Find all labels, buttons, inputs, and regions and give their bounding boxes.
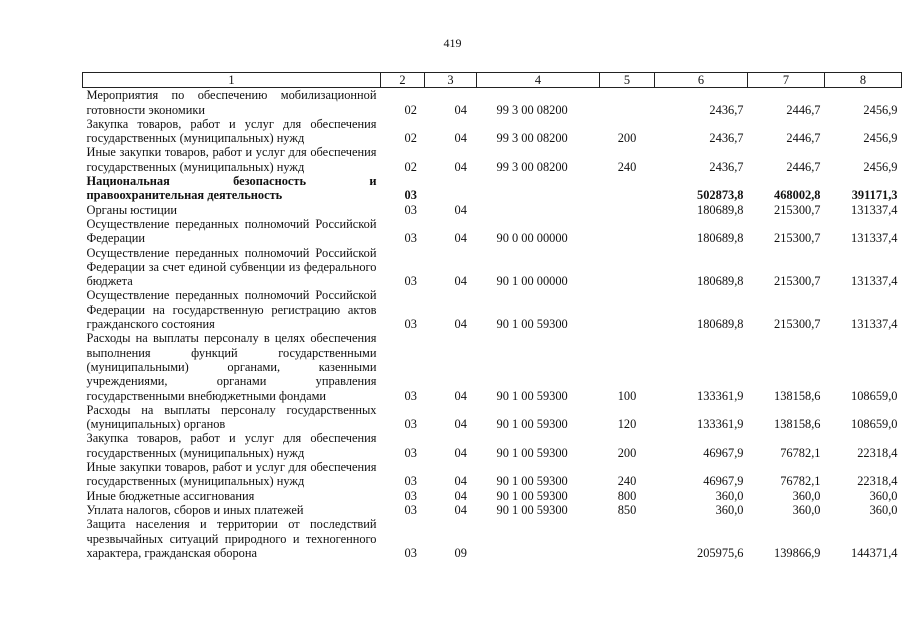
table-row [83,174,902,203]
row-subsection-cell: 04 [454,417,467,432]
row-target-cell: 90 1 00 59300 [496,317,568,332]
row-value-1-cell: 205975,6 [697,545,744,560]
row-target-cell [477,203,600,217]
row-type-cell [600,88,655,117]
row-value-1-cell: 133361,9 [697,417,744,432]
row-section-cell: 03 [404,445,417,460]
row-value-1-cell: 502873,8 [697,188,744,203]
table-row [83,517,902,560]
row-value-2-cell: 360,0 [792,488,821,503]
row-name-cell: Иные закупки товаров, работ и услуг для обеспечения государственных (муниципальных) нужд [86,460,377,489]
row-value-3-cell: 131337,4 [851,202,898,217]
row-subsection-cell: 04 [454,231,467,246]
row-name-cell: Расходы на выплаты персоналу государственных (муниципальных) органов [86,402,377,432]
row-type-cell [600,246,655,289]
row-type-cell: 800 [617,488,637,503]
row-target-cell: 99 3 00 08200 [496,159,568,174]
row-subsection-cell: 04 [454,159,467,174]
row-value-3-cell: 108659,0 [851,417,898,432]
row-subsection-cell: 09 [454,545,467,560]
row-type-cell: 200 [617,131,637,146]
row-subsection-cell [425,174,477,203]
table-row [83,217,902,246]
row-name-cell: Мероприятия по обеспечению мобилизационной готовности экономики [86,88,377,117]
table-row [83,331,902,402]
header-cell-target: 4 [477,73,600,88]
row-section-cell: 02 [404,131,417,146]
table-row [83,88,902,117]
row-name-cell: Органы юстиции [86,202,177,217]
table-row [83,489,902,503]
row-value-3-cell: 144371,4 [851,545,898,560]
row-section-cell: 03 [404,188,417,203]
header-cell-subsection: 3 [425,73,477,88]
row-subsection-cell: 04 [454,202,467,217]
row-value-3-cell: 360,0 [869,502,898,517]
table-row [83,203,902,217]
table-header-row [83,73,902,88]
row-subsection-cell: 04 [454,488,467,503]
row-subsection-cell: 04 [454,317,467,332]
row-value-2-cell: 138158,6 [774,417,821,432]
row-subsection-cell: 04 [454,102,467,117]
row-value-1-cell: 2436,7 [709,159,744,174]
page-number: 419 [443,36,462,50]
row-value-2-cell: 139866,9 [774,545,821,560]
row-value-2-cell: 138158,6 [774,388,821,403]
row-value-3-cell: 22318,4 [857,445,898,460]
header-cell-value-3: 8 [825,73,902,88]
row-section-cell: 03 [404,502,417,517]
row-value-2-cell: 215300,7 [774,317,821,332]
row-target-cell: 90 1 00 59300 [496,417,568,432]
row-value-1-cell: 360,0 [715,502,744,517]
row-value-1-cell: 46967,9 [703,445,744,460]
row-section-cell: 03 [404,231,417,246]
row-name-cell: Закупка товаров, работ и услуг для обеспечения государственных (муниципальных) нужд [86,431,377,460]
row-name-cell: Осуществление переданных полномочий Российской Федерации [86,216,377,246]
header-cell-value-1: 6 [655,73,748,88]
row-value-3-cell: 22318,4 [857,474,898,489]
row-name-cell: Закупка товаров, работ и услуг для обеспечения государственных (муниципальных) нужд [86,116,377,146]
table-row [83,503,902,517]
row-target-cell: 90 0 00 00000 [496,231,568,246]
header-cell-type: 5 [600,73,655,88]
row-target-cell: 99 3 00 08200 [496,102,568,117]
row-value-2-cell: 2446,7 [786,159,821,174]
row-value-3-cell: 108659,0 [851,388,898,403]
row-value-3-cell: 391171,3 [851,188,898,203]
row-type-cell: 850 [617,502,637,517]
row-name-cell: Национальная безопасность и правоохранительная деятельность [86,174,377,203]
row-value-3-cell: 131337,4 [851,231,898,246]
header-cell-name: 1 [83,73,381,88]
row-value-3-cell: 2456,9 [863,102,898,117]
row-value-2-cell: 2446,7 [786,131,821,146]
table-row [83,246,902,289]
row-value-1-cell: 360,0 [715,488,744,503]
row-section-cell: 03 [404,317,417,332]
row-type-cell [600,217,655,246]
row-name-cell: Иные закупки товаров, работ и услуг для обеспечения государственных (муниципальных) нужд [86,145,377,174]
row-target-cell: 90 1 00 59300 [496,474,568,489]
row-type-cell: 240 [617,474,637,489]
row-section-cell: 03 [404,488,417,503]
row-target-cell: 90 1 00 00000 [496,274,568,289]
row-type-cell: 240 [617,159,637,174]
row-section-cell: 03 [404,274,417,289]
row-target-cell: 90 1 00 59300 [496,488,568,503]
row-subsection-cell: 04 [454,502,467,517]
row-name-cell: Расходы на выплаты персоналу в целях обеспечения выполнения функций государственными (муниципальными) органами, казенными учреждениями, органами управления государственными внебюджетными фондами [86,331,377,403]
table-row [83,403,902,432]
row-value-1-cell: 2436,7 [709,102,744,117]
row-value-3-cell: 2456,9 [863,159,898,174]
row-name-cell: Иные бюджетные ассигнования [86,488,255,503]
row-value-2-cell: 360,0 [792,502,821,517]
row-value-1-cell: 180689,8 [697,317,744,332]
row-section-cell: 03 [404,388,417,403]
row-type-cell: 200 [617,445,637,460]
row-target-cell: 99 3 00 08200 [496,131,568,146]
table-row [83,288,902,331]
row-section-cell: 03 [404,417,417,432]
row-section-cell: 03 [404,474,417,489]
row-name-cell: Осуществление переданных полномочий Российской Федерации на государственную регистрацию актов гражданского состояния [86,288,377,332]
row-target-cell: 90 1 00 59300 [496,502,568,517]
row-target-cell: 90 1 00 59300 [496,445,568,460]
header-cell-value-2: 7 [748,73,825,88]
row-value-3-cell: 131337,4 [851,274,898,289]
row-type-cell: 100 [617,388,637,403]
row-value-1-cell: 2436,7 [709,131,744,146]
table-row [83,117,902,146]
row-value-2-cell: 468002,8 [774,188,821,203]
row-value-2-cell: 2446,7 [786,102,821,117]
row-type-cell: 120 [617,417,637,432]
row-subsection-cell: 04 [454,445,467,460]
row-value-3-cell: 2456,9 [863,131,898,146]
row-target-cell: 90 1 00 59300 [496,388,568,403]
row-value-3-cell: 360,0 [869,488,898,503]
row-value-1-cell: 180689,8 [697,231,744,246]
row-target-cell [477,174,600,203]
budget-table [82,72,902,560]
row-type-cell [600,174,655,203]
row-subsection-cell: 04 [454,474,467,489]
row-value-1-cell: 180689,8 [697,274,744,289]
row-type-cell [600,288,655,331]
row-value-2-cell: 76782,1 [780,474,821,489]
row-value-2-cell: 76782,1 [780,445,821,460]
row-value-1-cell: 46967,9 [703,474,744,489]
table-row [83,431,902,460]
row-subsection-cell: 04 [454,131,467,146]
row-section-cell: 02 [404,159,417,174]
row-value-3-cell: 131337,4 [851,317,898,332]
row-name-cell: Защита населения и территории от последствий чрезвычайных ситуаций природного и техногенного характера, гражданская оборона [86,517,377,560]
row-section-cell: 03 [404,202,417,217]
row-subsection-cell: 04 [454,274,467,289]
row-value-2-cell: 215300,7 [774,231,821,246]
header-cell-section: 2 [381,73,425,88]
row-name-cell: Уплата налогов, сборов и иных платежей [86,502,304,517]
row-section-cell: 02 [404,102,417,117]
row-value-2-cell: 215300,7 [774,274,821,289]
row-value-1-cell: 180689,8 [697,202,744,217]
table-row [83,460,902,489]
row-type-cell [600,517,655,560]
row-target-cell [477,517,600,560]
row-value-1-cell: 133361,9 [697,388,744,403]
row-subsection-cell: 04 [454,388,467,403]
row-value-2-cell: 215300,7 [774,202,821,217]
table-row [83,145,902,174]
row-name-cell: Осуществление переданных полномочий Российской Федерации за счет единой субвенции из федерального бюджета [86,245,377,289]
row-section-cell: 03 [404,545,417,560]
row-type-cell [600,203,655,217]
